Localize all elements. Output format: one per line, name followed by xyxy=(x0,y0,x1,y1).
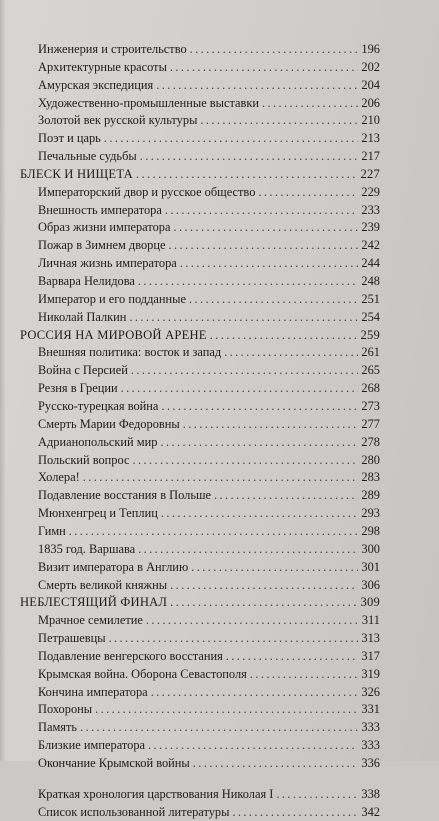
toc-dot-leader xyxy=(95,700,358,718)
toc-page-number: 311 xyxy=(361,613,380,627)
toc-entry-row xyxy=(38,468,380,486)
toc-dot-leader xyxy=(80,718,358,736)
toc-page-number: 227 xyxy=(360,167,380,181)
toc-dot-leader xyxy=(174,218,359,236)
toc-entry-title: Инженерия и строительство xyxy=(38,42,187,56)
toc-entry-row xyxy=(38,611,380,629)
toc-entry-row xyxy=(38,629,380,647)
toc-page-number: 280 xyxy=(361,453,380,467)
toc-dot-leader xyxy=(138,272,359,290)
toc-dot-leader xyxy=(214,486,358,504)
toc-dot-leader xyxy=(109,629,359,647)
toc-entry-title: Николай Палкин xyxy=(38,310,127,324)
toc-dot-leader xyxy=(165,201,359,219)
toc-entry-row xyxy=(38,647,380,665)
toc-page-number: 331 xyxy=(361,702,380,716)
toc-entry-row xyxy=(38,147,380,165)
toc-dot-leader xyxy=(193,754,359,772)
toc-entry-row xyxy=(38,379,380,397)
toc-page-number: 244 xyxy=(361,256,380,270)
toc-dot-leader xyxy=(138,540,358,558)
toc-page-number: 261 xyxy=(361,345,380,359)
toc-entry-title: Кончина императора xyxy=(38,685,148,699)
toc-entry-title: Внешняя политика: восток и запад xyxy=(38,345,222,359)
toc-entry-row xyxy=(38,272,380,290)
toc-dot-leader xyxy=(69,522,359,540)
toc-entry-title: Пожар в Зимнем дворце xyxy=(38,238,166,252)
toc-dot-leader xyxy=(191,558,358,576)
toc-page-number: 265 xyxy=(361,363,380,377)
toc-entry-title: Гимн xyxy=(38,524,66,538)
toc-page-number: 239 xyxy=(361,220,380,234)
toc-page-number: 293 xyxy=(361,506,380,520)
toc-entry-row xyxy=(38,504,380,522)
toc-entry-row xyxy=(38,361,380,379)
toc-entry-row xyxy=(38,803,380,821)
toc-entry-row xyxy=(38,58,380,76)
toc-entry-title: Смерть Марии Федоровны xyxy=(38,417,180,431)
toc-dot-leader xyxy=(140,147,359,165)
toc-page-number: 248 xyxy=(361,274,380,288)
toc-entry-title: 1835 год. Варшава xyxy=(38,542,136,556)
toc-entry-row xyxy=(38,522,380,540)
toc-page-number: 289 xyxy=(361,488,380,502)
toc-entry-row xyxy=(38,129,380,147)
toc-entry-title: Императорский двор и русское общество xyxy=(38,185,256,199)
toc-dot-leader xyxy=(146,611,359,629)
toc-dot-leader xyxy=(160,433,358,451)
toc-entry-title: Печальные судьбы xyxy=(38,149,137,163)
toc-dot-leader xyxy=(189,290,358,308)
toc-entry-row xyxy=(38,433,380,451)
toc-entry-row xyxy=(38,700,380,718)
toc-dot-leader xyxy=(276,785,358,803)
toc-page-number: 268 xyxy=(361,381,380,395)
toc-dot-leader xyxy=(168,236,358,254)
toc-entry-row xyxy=(38,308,380,326)
toc-page-number: 333 xyxy=(361,720,380,734)
toc-entry-row xyxy=(38,754,380,772)
toc-dot-leader xyxy=(104,129,359,147)
toc-page-number: 333 xyxy=(361,738,380,752)
toc-dot-leader xyxy=(131,361,359,379)
toc-dot-leader xyxy=(250,665,359,683)
toc-entry-row xyxy=(38,290,380,308)
toc-dot-leader xyxy=(226,647,359,665)
toc-page-number: 229 xyxy=(361,185,380,199)
toc-page-number: 277 xyxy=(361,417,380,431)
toc-entry-title: Холера! xyxy=(38,470,80,484)
toc-entry-title: Поэт и царь xyxy=(38,131,101,145)
toc-entry-row xyxy=(38,183,380,201)
toc-entry-title: Мрачное семилетие xyxy=(38,613,143,627)
toc-entry-row xyxy=(38,451,380,469)
toc-entry-row xyxy=(38,665,380,683)
toc-entry-title: Крымская война. Оборона Севастополя xyxy=(38,667,247,681)
toc-entry-title: Адрианопольский мир xyxy=(38,435,158,449)
toc-entry-title: Смерть великой княжны xyxy=(38,578,168,592)
toc-entry-title: Мюнхенгрец и Теплиц xyxy=(38,506,158,520)
toc-entry-title: Амурская экспедиция xyxy=(38,78,154,92)
toc-dot-leader xyxy=(161,397,358,415)
toc-dot-leader xyxy=(148,736,358,754)
toc-page-number: 309 xyxy=(360,595,380,609)
toc-entry-title: Список использованной литературы xyxy=(38,805,230,819)
toc-entry-row xyxy=(38,236,380,254)
toc-entry-row xyxy=(38,736,380,754)
toc-page-number: 217 xyxy=(361,149,380,163)
toc-entry-title: Личная жизнь императора xyxy=(38,256,177,270)
toc-dot-leader xyxy=(132,451,358,469)
toc-page-number: 317 xyxy=(361,649,380,663)
toc-dot-leader xyxy=(232,803,358,821)
toc-section-row xyxy=(20,165,380,183)
toc-page-number: 206 xyxy=(361,96,380,110)
toc-entry-title: Визит императора в Англию xyxy=(38,560,189,574)
toc-entry-row xyxy=(38,254,380,272)
toc-section-row xyxy=(20,326,380,344)
toc-dot-leader xyxy=(210,326,358,344)
toc-section-row xyxy=(20,593,380,611)
toc-dot-leader xyxy=(170,58,358,76)
toc-dot-leader xyxy=(161,504,359,522)
toc-entry-title: Память xyxy=(38,720,78,734)
toc-page-number: 306 xyxy=(361,578,380,592)
toc-dot-leader xyxy=(151,683,359,701)
toc-page-number: 300 xyxy=(361,542,380,556)
toc-entry-row xyxy=(38,201,380,219)
toc-dot-leader xyxy=(183,415,359,433)
toc-entry-row xyxy=(38,397,380,415)
toc-entry-title: Польский вопрос xyxy=(38,453,130,467)
toc-section-title: НЕБЛЕСТЯЩИЙ ФИНАЛ xyxy=(20,595,168,609)
toc-entry-title: Окончание Крымской войны xyxy=(38,756,190,770)
toc-entry-row xyxy=(38,111,380,129)
toc-entry-title: Петрашевцы xyxy=(38,631,106,645)
toc-section-title: РОССИЯ НА МИРОВОЙ АРЕНЕ xyxy=(20,328,207,342)
toc-entry-row xyxy=(38,683,380,701)
toc-entry-title: Русско-турецкая война xyxy=(38,399,159,413)
toc-entry-title: Близкие императора xyxy=(38,738,146,752)
toc-page-number: 242 xyxy=(361,238,380,252)
toc-page-number: 233 xyxy=(361,203,380,217)
toc-page-number: 278 xyxy=(361,435,380,449)
toc-entry-row xyxy=(38,576,380,594)
toc-dot-leader xyxy=(262,94,358,112)
toc-dot-leader xyxy=(258,183,358,201)
toc-entry-title: Художественно-промышленные выставки xyxy=(38,96,260,110)
toc-dot-leader xyxy=(170,576,358,594)
toc-entry-title: Резня в Греции xyxy=(38,381,118,395)
toc-dot-leader xyxy=(136,165,358,183)
toc-entry-title: Образ жизни императора xyxy=(38,220,171,234)
toc-page-number: 283 xyxy=(361,470,380,484)
toc-entry-row xyxy=(38,558,380,576)
toc-page-number: 326 xyxy=(361,685,380,699)
toc-page-number: 210 xyxy=(361,113,380,127)
toc-page-number: 273 xyxy=(361,399,380,413)
toc-page-number: 342 xyxy=(361,805,380,819)
toc-entry-row xyxy=(38,486,380,504)
toc-section-title: БЛЕСК И НИЩЕТА xyxy=(20,167,133,181)
toc-page-number: 196 xyxy=(361,42,380,56)
toc-page-number: 204 xyxy=(361,78,380,92)
toc-dot-leader xyxy=(83,468,359,486)
toc-entry-title: Похороны xyxy=(38,702,93,716)
toc-entry-title: Архитектурные красоты xyxy=(38,60,167,74)
toc-entry-title: Золотой век русской культуры xyxy=(38,113,198,127)
toc-page-number: 313 xyxy=(361,631,380,645)
toc-entry-row xyxy=(38,343,380,361)
toc-page-number: 319 xyxy=(361,667,380,681)
toc-dot-leader xyxy=(156,76,358,94)
toc-page-number: 336 xyxy=(361,756,380,770)
toc-page-number: 251 xyxy=(361,292,380,306)
toc-entry-row xyxy=(38,218,380,236)
toc-entry-row xyxy=(38,785,380,803)
toc-page-number: 259 xyxy=(360,328,380,342)
toc-entry-row xyxy=(38,540,380,558)
toc-dot-leader xyxy=(180,254,359,272)
toc-page-number: 301 xyxy=(361,560,380,574)
toc-entry-title: Подавление венгерского восстания xyxy=(38,649,223,663)
toc-entry-title: Война с Персией xyxy=(38,363,128,377)
toc-page-number: 298 xyxy=(361,524,380,538)
toc-page-number: 254 xyxy=(361,310,380,324)
toc-entry-title: Подавление восстания в Польше xyxy=(38,488,212,502)
toc-page-number: 202 xyxy=(361,60,380,74)
toc-entry-row xyxy=(38,40,380,58)
toc-dot-leader xyxy=(170,593,357,611)
toc-entry-row xyxy=(38,718,380,736)
toc-dot-leader xyxy=(224,343,358,361)
toc-entry-title: Варвара Нелидова xyxy=(38,274,135,288)
toc-entry-title: Император и его подданные xyxy=(38,292,186,306)
toc-entry-row xyxy=(38,76,380,94)
toc-entry-row xyxy=(38,415,380,433)
toc-page-number: 213 xyxy=(361,131,380,145)
toc-entry-row xyxy=(38,94,380,112)
toc-dot-leader xyxy=(121,379,359,397)
toc-entry-title: Краткая хронология царствования Николая I xyxy=(38,787,274,801)
toc-dot-leader xyxy=(200,111,358,129)
toc-dot-leader xyxy=(129,308,358,326)
toc-entry-title: Внешность императора xyxy=(38,203,162,217)
toc-dot-leader xyxy=(190,40,359,58)
toc-page-number: 338 xyxy=(361,787,380,801)
